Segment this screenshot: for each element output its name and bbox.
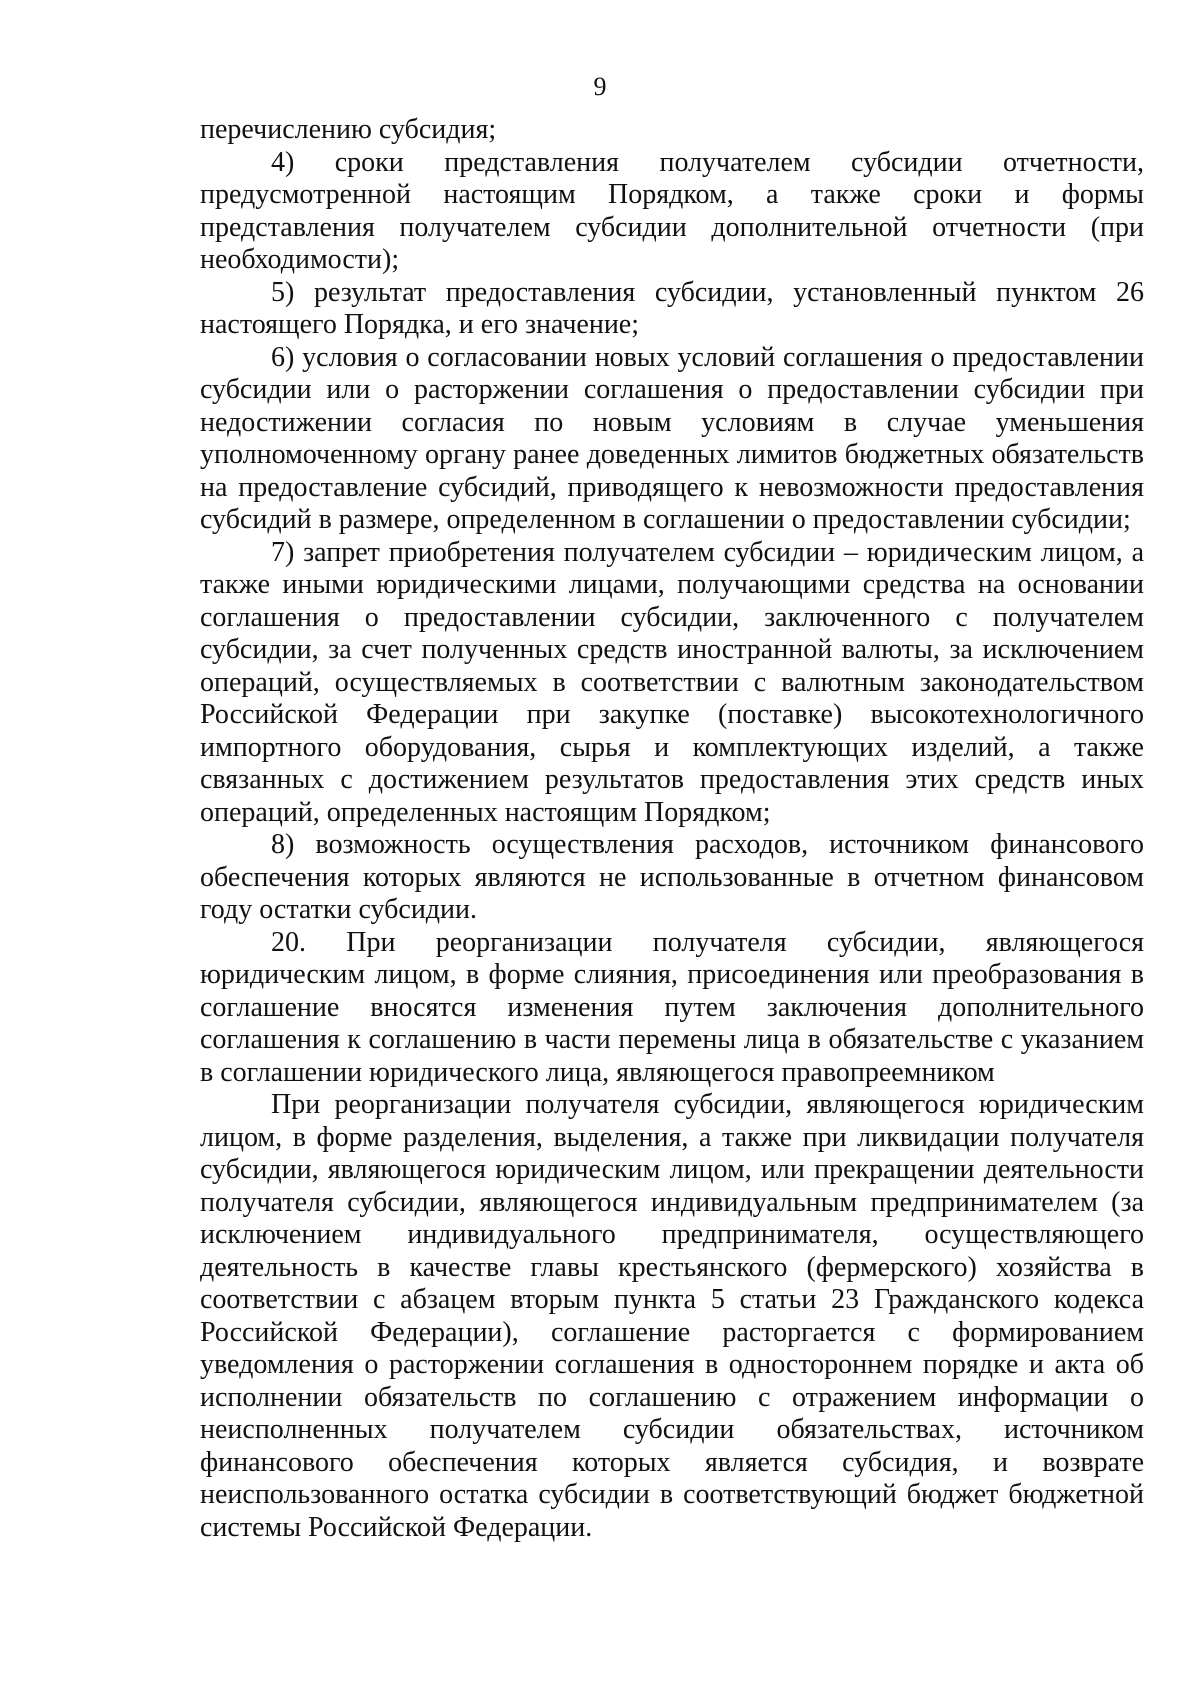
paragraph-item-5: 5) результат предоставления субсидии, установленный пунктом 26 настоящего Порядка, и его значение; bbox=[200, 276, 1144, 340]
paragraph-item-7: 7) запрет приобретения получателем субсидии – юридическим лицом, а также иными юридическими лицами, получающими средства на основании соглашения о предоставлении субсидии, заключенного с получателем субсидии, за счет полученных средств иностранной валюты, за исключением операций, осуществляемых в соответствии с валютным законодательством Российской Федерации при закупке (поставке) высокотехнологичного импортного оборудования, сырья и комплектующих изделий, а также связанных с достижением результатов предоставления этих средств иных операций, определенных настоящим Порядком; bbox=[200, 536, 1144, 828]
document-body bbox=[200, 114, 1144, 1544]
paragraph-item-6: 6) условия о согласовании новых условий соглашения о предоставлении субсидии или о расторжении соглашения о предоставлении субсидии при недостижении согласия по новым условиям в случае уменьшения уполномоченному органу ранее доведенных лимитов бюджетных обязательств на предоставление субсидий, приводящего к невозможности предоставления субсидий в размере, определенном в соглашении о предоставлении субсидии; bbox=[200, 341, 1144, 535]
page-number: 9 bbox=[593, 72, 607, 101]
paragraph-continuation: перечислению субсидия; bbox=[200, 114, 497, 145]
paragraph-reorganization: При реорганизации получателя субсидии, являющегося юридическим лицом, в форме разделения, выделения, а также при ликвидации получателя субсидии, являющегося юридическим лицом, или прекращении деятельности получателя субсидии, являющегося индивидуальным предпринимателем (за исключением индивидуального предпринимателя, осуществляющего деятельность в качестве главы крестьянского (фермерского) хозяйства в соответствии с абзацем вторым пункта 5 статьи 23 Гражданского кодекса Российской Федерации), соглашение расторгается с формированием уведомления о расторжении соглашения в одностороннем порядке и акта об исполнении обязательств по соглашению с отражением информации о неисполненных получателем субсидии обязательствах, источником финансового обеспечения которых является субсидия, и возврате неиспользованного остатка субсидии в соответствующий бюджет бюджетной системы Российской Федерации. bbox=[200, 1089, 1144, 1543]
paragraph-clause-20: 20. При реорганизации получателя субсидии, являющегося юридическим лицом, в форме слияния, присоединения или преобразования в соглашение вносятся изменения путем заключения дополнительного соглашения к соглашению в части перемены лица в обязательстве с указанием в соглашении юридического лица, являющегося правопреемником bbox=[200, 926, 1144, 1088]
paragraph-item-4: 4) сроки представления получателем субсидии отчетности, предусмотренной настоящим Порядком, а также сроки и формы представления получателем субсидии дополнительной отчетности (при необходимости); bbox=[200, 146, 1144, 275]
paragraph-item-8: 8) возможность осуществления расходов, источником финансового обеспечения которых являются не использованные в отчетном финансовом году остатки субсидии. bbox=[200, 829, 1144, 925]
